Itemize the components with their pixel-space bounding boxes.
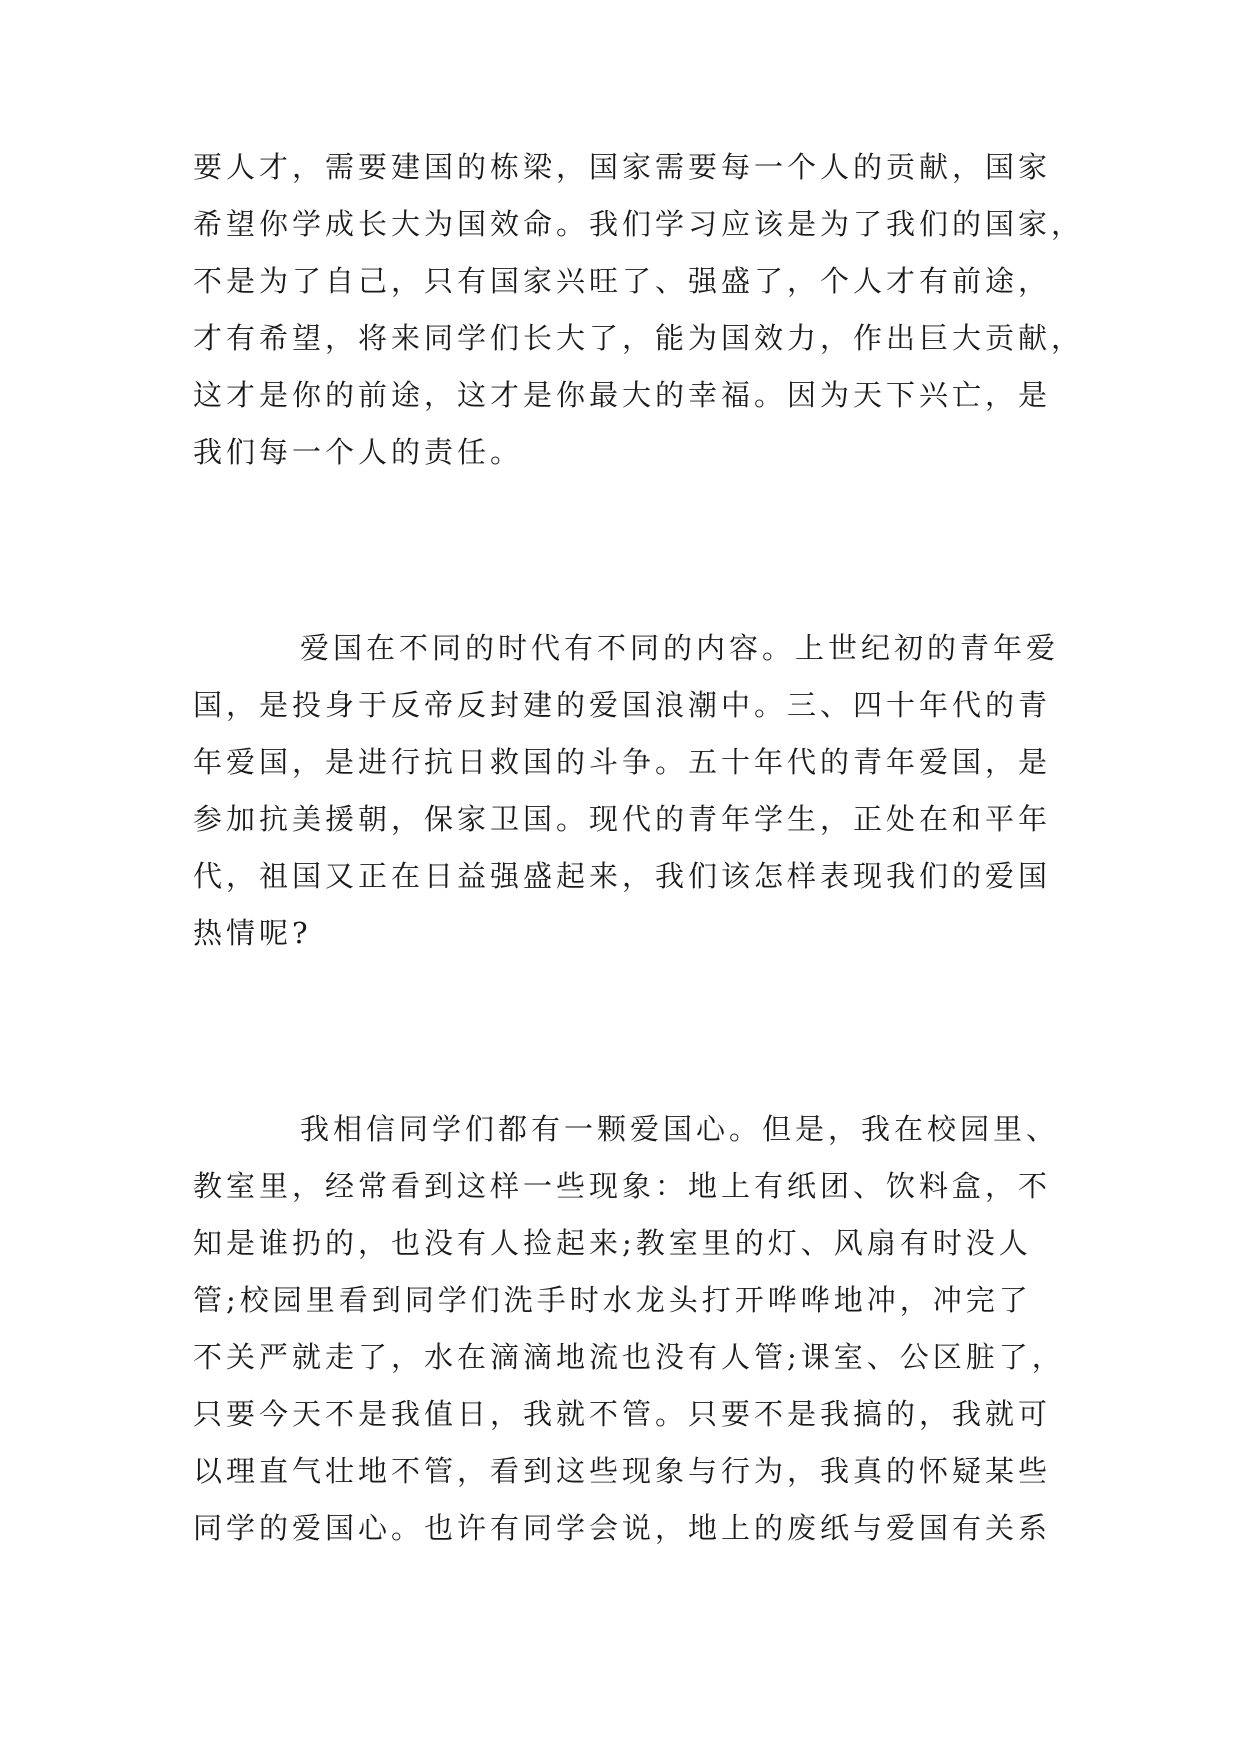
paragraph-line: 才有希望，将来同学们长大了，能为国效力，作出巨大贡献， bbox=[193, 321, 1085, 355]
paragraph-line: 不关严就走了，水在滴滴地流也没有人管;课室、公区脏了， bbox=[193, 1340, 1065, 1374]
paragraph-line: 教室里，经常看到这样一些现象：地上有纸团、饮料盒，不 bbox=[193, 1169, 1052, 1203]
paragraph-line: 这才是你的前途，这才是你最大的幸福。因为天下兴亡，是 bbox=[193, 378, 1052, 412]
paragraph-line: 不是为了自己，只有国家兴旺了、强盛了，个人才有前途， bbox=[193, 264, 1052, 298]
paragraph-line: 爱国在不同的时代有不同的内容。上世纪初的青年爱 bbox=[300, 631, 1060, 665]
paragraph-line: 只要今天不是我值日，我就不管。只要不是我搞的，我就可 bbox=[193, 1397, 1052, 1431]
paragraph-line: 热情呢? bbox=[193, 916, 312, 950]
paragraph-line: 知是谁扔的，也没有人捡起来;教室里的灯、风扇有时没人 bbox=[193, 1226, 1032, 1260]
paragraph-line: 以理直气壮地不管，看到这些现象与行为，我真的怀疑某些 bbox=[193, 1454, 1052, 1488]
paragraph-line: 我们每一个人的责任。 bbox=[193, 435, 524, 469]
paragraph-line: 同学的爱国心。也许有同学会说，地上的废纸与爱国有关系 bbox=[193, 1511, 1052, 1545]
paragraph-line: 管;校园里看到同学们洗手时水龙头打开哗哗地冲，冲完了 bbox=[193, 1283, 1032, 1317]
paragraph-line: 参加抗美援朝，保家卫国。现代的青年学生，正处在和平年 bbox=[193, 802, 1052, 836]
paragraph-line: 我相信同学们都有一颗爱国心。但是，我在校园里、 bbox=[300, 1112, 1060, 1146]
paragraph-line: 希望你学成长大为国效命。我们学习应该是为了我们的国家， bbox=[193, 207, 1085, 241]
paragraph-line: 国，是投身于反帝反封建的爱国浪潮中。三、四十年代的青 bbox=[193, 688, 1052, 722]
paragraph-line: 年爱国，是进行抗日救国的斗争。五十年代的青年爱国，是 bbox=[193, 745, 1052, 779]
paragraph-line: 要人才，需要建国的栋梁，国家需要每一个人的贡献，国家 bbox=[193, 150, 1052, 184]
paragraph-line: 代，祖国又正在日益强盛起来，我们该怎样表现我们的爱国 bbox=[193, 859, 1052, 893]
